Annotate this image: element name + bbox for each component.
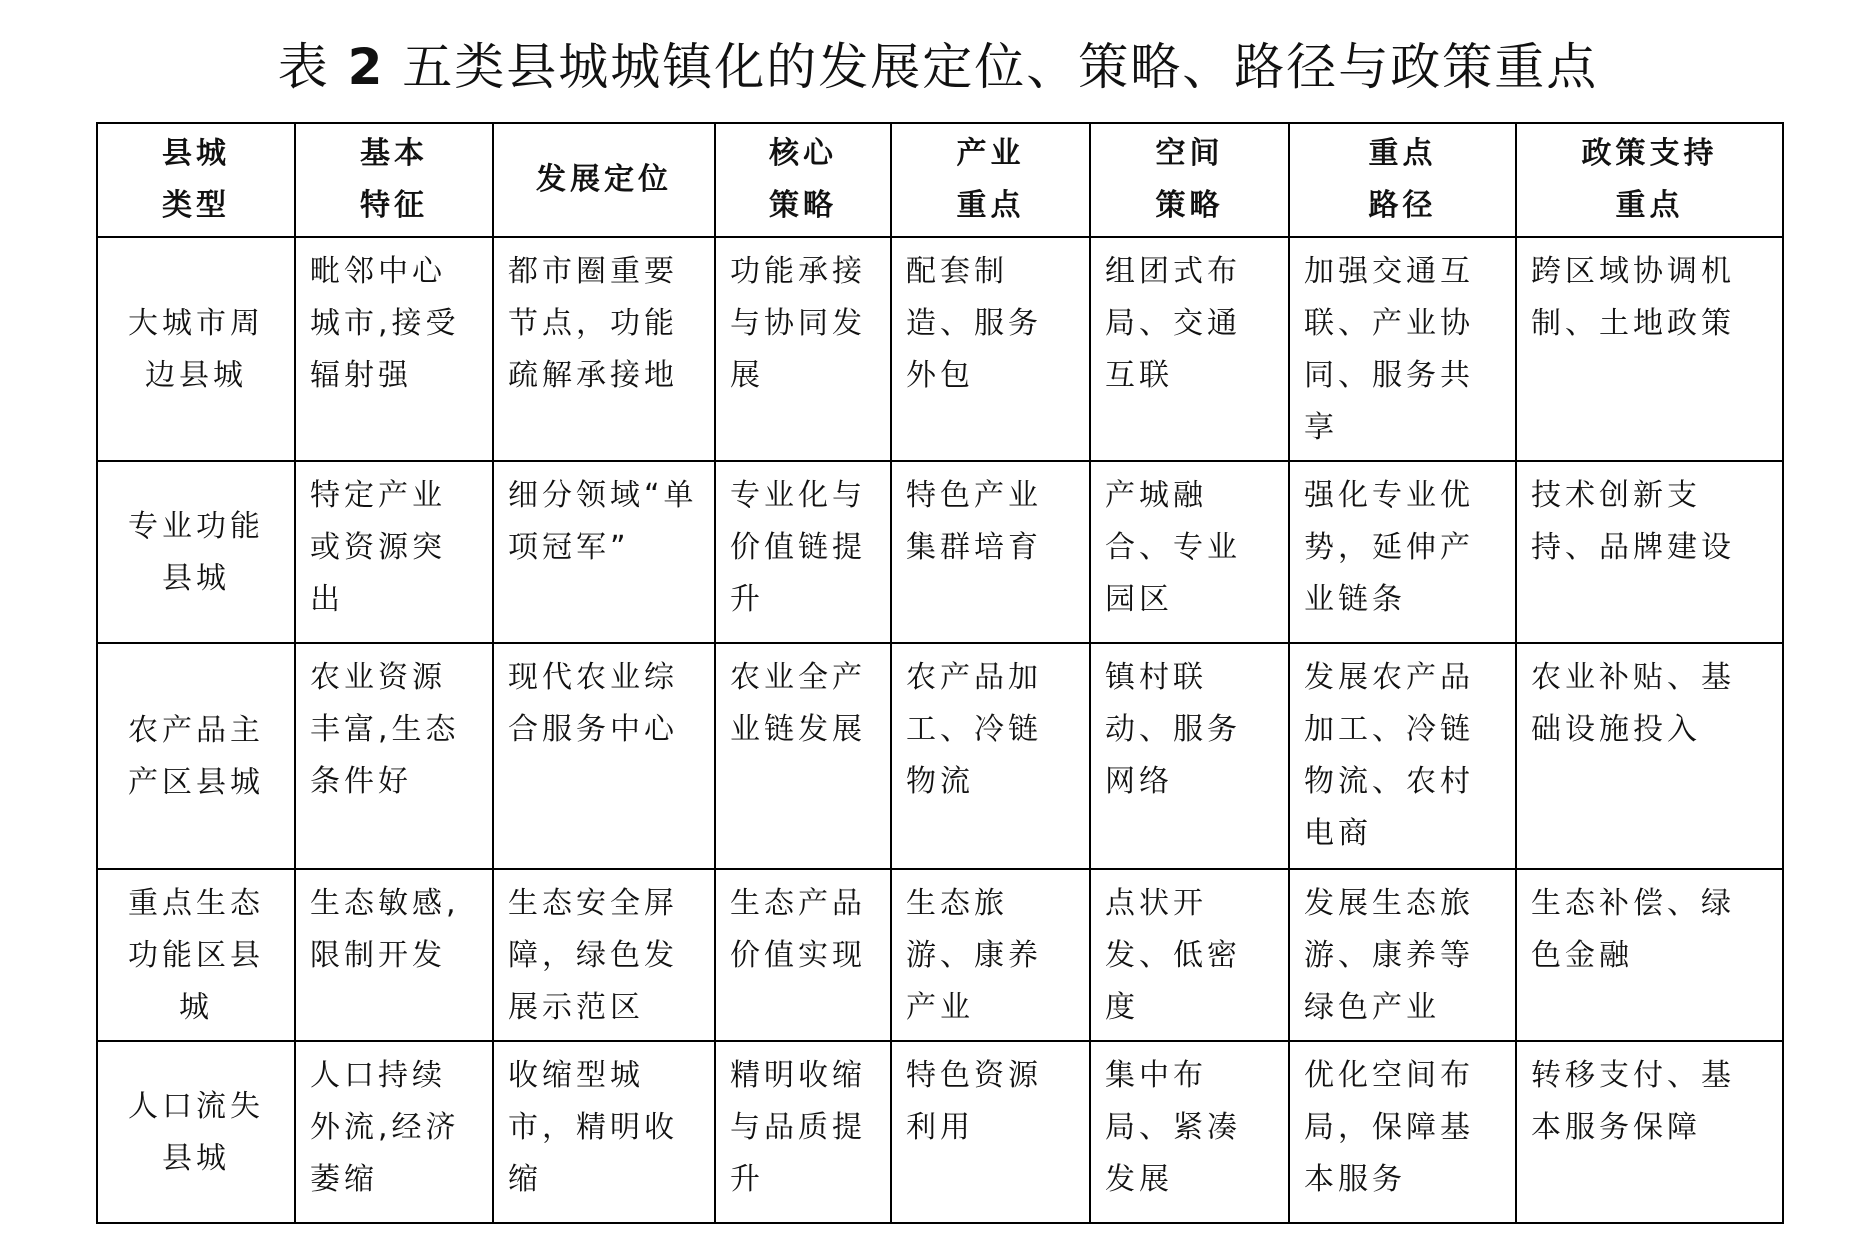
cell-county-type: 专业功能县城	[97, 461, 295, 643]
header-county-type	[97, 123, 295, 237]
header-industry-focus	[891, 123, 1090, 237]
cell-core-strategy: 专业化与价值链提升	[715, 461, 891, 643]
cell-positioning: 都市圈重要节点，功能疏解承接地	[493, 237, 715, 461]
table-title-number: 2	[347, 38, 385, 96]
header-line: 策略	[1155, 188, 1224, 223]
table-title-text: 五类县城城镇化的发展定位、策略、路径与政策重点	[402, 38, 1599, 96]
policy-table	[96, 122, 1784, 1224]
cell-key-path: 优化空间布局，保障基本服务	[1289, 1041, 1516, 1223]
header-line: 产业	[956, 136, 1025, 171]
cell-basic-features: 特定产业或资源突出	[295, 461, 493, 643]
header-line: 特征	[360, 188, 428, 223]
cell-county-type: 农产品主产区县城	[97, 643, 295, 869]
cell-industry-focus: 生态旅游、康养产业	[891, 869, 1090, 1041]
cell-industry-focus: 配套制造、服务外包	[891, 237, 1090, 461]
cell-core-strategy: 生态产品价值实现	[715, 869, 891, 1041]
header-key-path	[1289, 123, 1516, 237]
header-row	[97, 123, 1783, 237]
header-line: 县城	[162, 136, 230, 171]
cell-policy-support: 转移支付、基本服务保障	[1516, 1041, 1783, 1223]
header-line: 核心	[769, 136, 837, 171]
cell-positioning: 现代农业综合服务中心	[493, 643, 715, 869]
cell-policy-support: 生态补偿、绿色金融	[1516, 869, 1783, 1041]
header-line: 策略	[769, 188, 837, 223]
cell-industry-focus: 农产品加工、冷链物流	[891, 643, 1090, 869]
cell-positioning: 细分领域“单项冠军”	[493, 461, 715, 643]
cell-basic-features: 毗邻中心城市,接受辐射强	[295, 237, 493, 461]
cell-county-type: 人口流失县城	[97, 1041, 295, 1223]
header-line: 重点	[956, 188, 1025, 223]
table-row	[97, 461, 1783, 643]
cell-core-strategy: 功能承接与协同发展	[715, 237, 891, 461]
table-row	[97, 869, 1783, 1041]
header-core-strategy	[715, 123, 891, 237]
cell-key-path: 发展农产品加工、冷链物流、农村电商	[1289, 643, 1516, 869]
cell-key-path: 强化专业优势，延伸产业链条	[1289, 461, 1516, 643]
table-row	[97, 237, 1783, 461]
table-title	[0, 32, 1876, 102]
table-title-prefix: 表	[277, 38, 330, 96]
cell-county-type: 大城市周边县城	[97, 237, 295, 461]
cell-spatial-strategy: 组团式布局、交通互联	[1090, 237, 1289, 461]
header-line: 政策支持	[1581, 136, 1718, 171]
cell-spatial-strategy: 集中布局、紧凑发展	[1090, 1041, 1289, 1223]
cell-spatial-strategy: 产城融合、专业园区	[1090, 461, 1289, 643]
header-line: 发展定位	[536, 162, 672, 197]
header-line: 重点	[1615, 188, 1684, 223]
cell-key-path: 发展生态旅游、康养等绿色产业	[1289, 869, 1516, 1041]
cell-spatial-strategy: 镇村联动、服务网络	[1090, 643, 1289, 869]
header-policy-support	[1516, 123, 1783, 237]
header-line: 路径	[1368, 188, 1437, 223]
header-basic-features	[295, 123, 493, 237]
cell-positioning: 收缩型城市，精明收缩	[493, 1041, 715, 1223]
header-line: 基本	[360, 136, 428, 171]
cell-spatial-strategy: 点状开发、低密度	[1090, 869, 1289, 1041]
header-positioning	[493, 123, 715, 237]
header-line: 重点	[1368, 136, 1437, 171]
cell-industry-focus: 特色产业集群培育	[891, 461, 1090, 643]
cell-basic-features: 人口持续外流,经济萎缩	[295, 1041, 493, 1223]
cell-policy-support: 农业补贴、基础设施投入	[1516, 643, 1783, 869]
cell-core-strategy: 农业全产业链发展	[715, 643, 891, 869]
cell-policy-support: 跨区域协调机制、土地政策	[1516, 237, 1783, 461]
table-row	[97, 643, 1783, 869]
header-line: 空间	[1155, 136, 1224, 171]
cell-core-strategy: 精明收缩与品质提升	[715, 1041, 891, 1223]
cell-positioning: 生态安全屏障，绿色发展示范区	[493, 869, 715, 1041]
table-row	[97, 1041, 1783, 1223]
cell-basic-features: 农业资源丰富,生态条件好	[295, 643, 493, 869]
header-line: 类型	[162, 188, 230, 223]
header-spatial-strategy	[1090, 123, 1289, 237]
cell-basic-features: 生态敏感,限制开发	[295, 869, 493, 1041]
cell-policy-support: 技术创新支持、品牌建设	[1516, 461, 1783, 643]
cell-industry-focus: 特色资源利用	[891, 1041, 1090, 1223]
cell-county-type: 重点生态功能区县城	[97, 869, 295, 1041]
cell-key-path: 加强交通互联、产业协同、服务共享	[1289, 237, 1516, 461]
